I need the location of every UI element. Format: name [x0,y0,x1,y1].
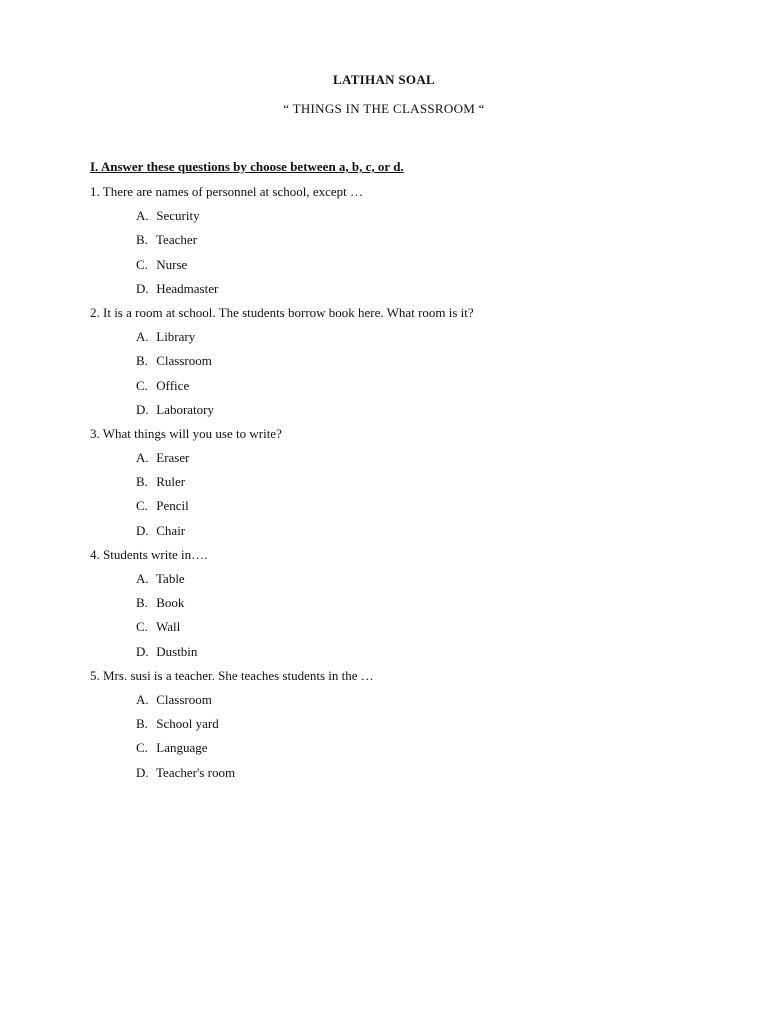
answer-option [90,256,730,280]
option-letter: A. [136,450,149,466]
option-text: Classroom [156,691,212,707]
answer-option [90,401,730,425]
answer-option [90,231,730,255]
answer-option [90,352,730,376]
option-letter: D. [136,522,149,538]
option-letter: A. [136,208,149,224]
option-text: Pencil [156,498,189,514]
option-letter: A. [136,329,149,345]
option-text: School yard [156,716,219,732]
question-item [90,183,730,304]
answer-option [90,739,730,763]
answer-option [90,449,730,473]
question-text: 1. There are names of personnel at school, except … [90,184,364,199]
answer-option [90,522,730,546]
answer-option [90,764,730,788]
option-letter: C. [136,740,148,756]
option-text: Office [156,377,190,393]
option-text: Laboratory [156,401,215,417]
option-text: Eraser [156,450,190,466]
answer-option [90,715,730,739]
option-text: Teacher [156,232,197,248]
option-letter: C. [136,256,148,272]
question-list [90,183,730,788]
option-letter: D. [136,643,149,659]
option-text: Language [156,740,208,756]
question-item [90,546,730,667]
question-text: 5. Mrs. susi is a teacher. She teaches students in the … [90,667,374,683]
question-text: 2. It is a room at school. The students borrow book here. What room is it? [90,304,474,320]
answer-option [90,497,730,521]
option-text: Ruler [156,474,186,490]
option-text: Dustbin [156,643,198,659]
answer-option [90,594,730,618]
answer-option [90,280,730,304]
option-text: Nurse [156,256,188,272]
answer-option [90,570,730,594]
option-letter: C. [136,498,148,514]
question-item [90,425,730,546]
option-letter: D. [136,764,149,780]
option-letter: D. [136,401,149,417]
option-letter: C. [136,377,148,393]
question-text: 3. What things will you use to write? [90,425,282,441]
answer-option [90,377,730,401]
option-letter: B. [136,474,148,490]
option-text: Chair [156,522,186,538]
option-letter: A. [136,691,149,707]
answer-option [90,207,730,231]
answer-option [90,618,730,642]
question-text: 4. Students write in…. [90,546,208,562]
option-letter: C. [136,619,148,635]
answer-option [90,691,730,715]
page-title: LATIHAN SOAL [333,72,435,87]
section-instruction: I. Answer these questions by choose between a, b, c, or d. [90,159,404,174]
option-text: Book [156,595,185,611]
question-item [90,304,730,425]
option-text: Security [156,208,200,224]
option-text: Classroom [156,353,212,369]
answer-option [90,643,730,667]
option-text: Table [156,571,185,586]
option-letter: B. [136,716,148,732]
option-letter: D. [136,280,149,296]
option-text: Teacher's room [156,764,236,780]
option-letter: A. [136,571,149,586]
question-item [90,667,730,788]
option-text: Headmaster [156,280,219,296]
option-text: Library [156,329,196,345]
option-letter: B. [136,353,148,369]
answer-option [90,473,730,497]
option-letter: B. [136,232,148,248]
option-letter: B. [136,595,148,611]
page-subtitle: “ THINGS IN THE CLASSROOM “ [283,101,485,116]
answer-option [90,328,730,352]
option-text: Wall [156,619,181,635]
